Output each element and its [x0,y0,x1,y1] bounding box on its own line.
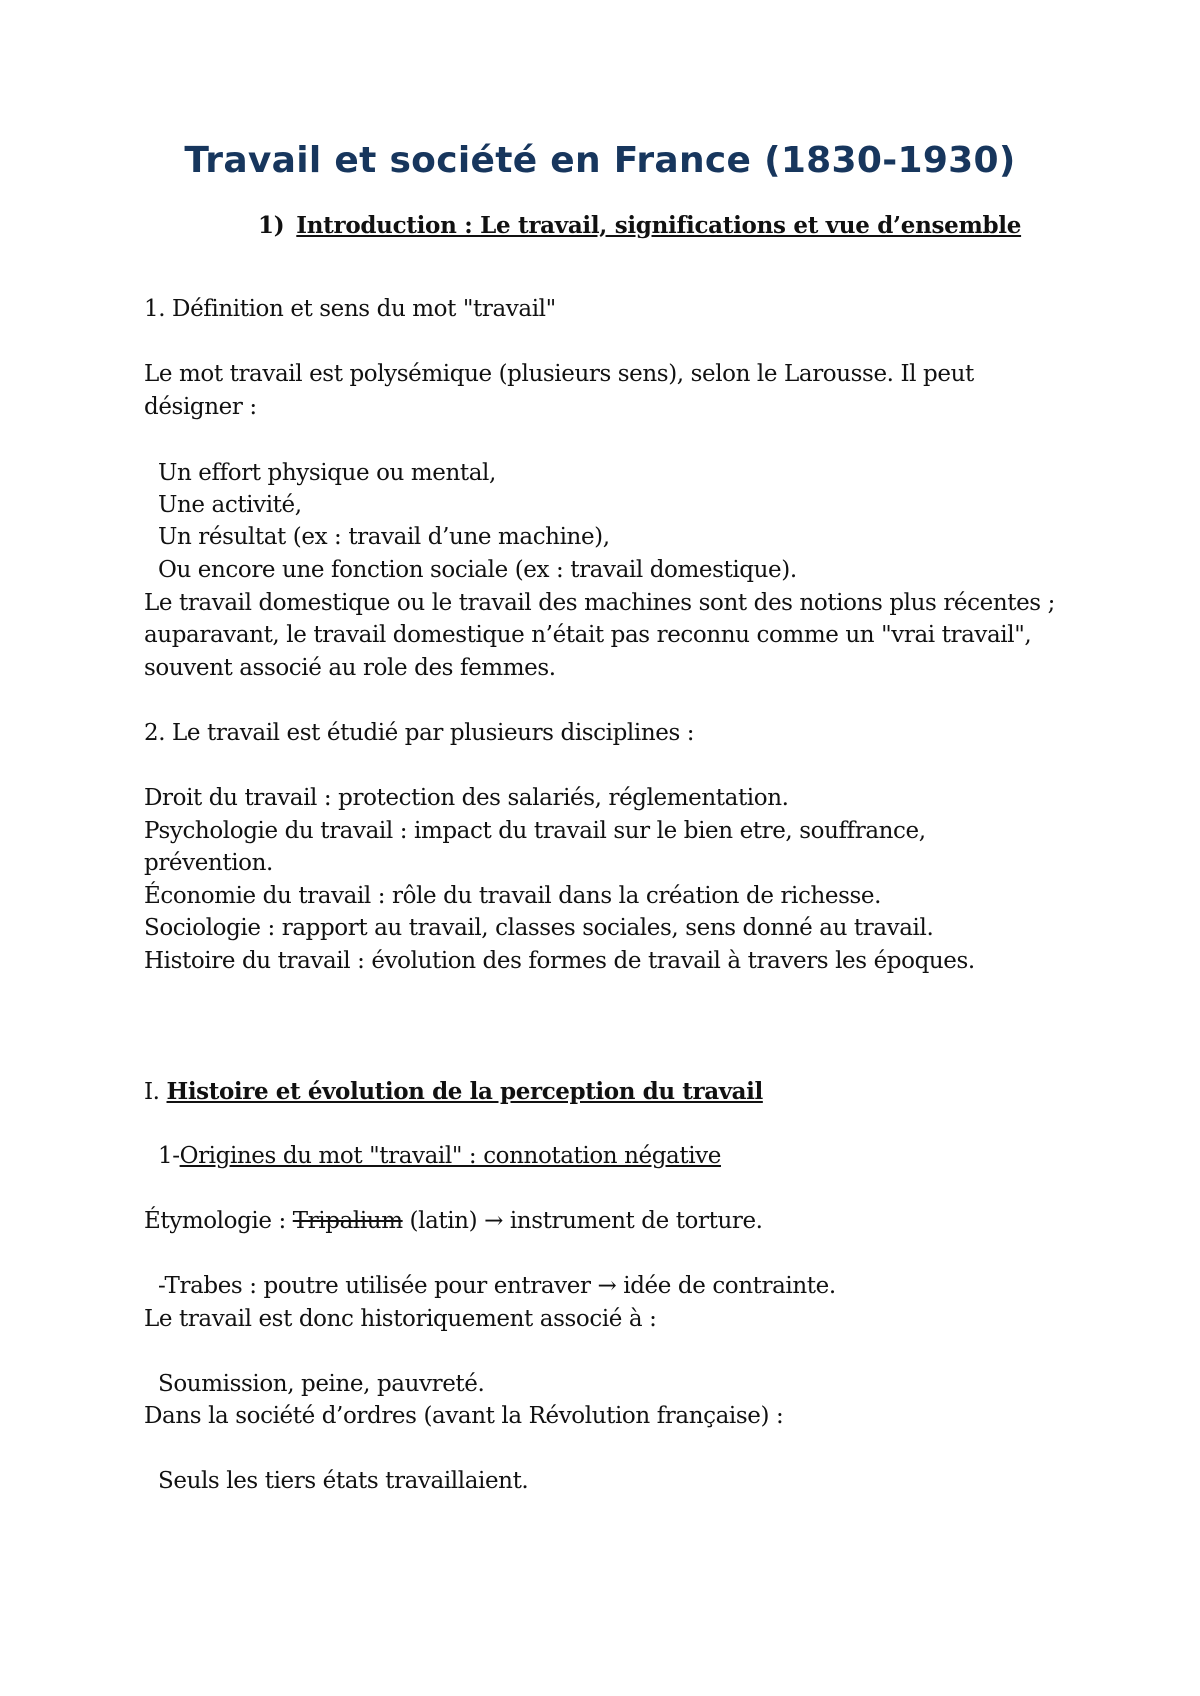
tiers-line: Seuls les tiers états travaillaient. [158,1468,529,1494]
association-line: Le travail est donc historiquement associé à : [144,1306,657,1332]
disciplines-heading: 2. Le travail est étudié par plusieurs disciplines : [144,720,695,746]
section-heading-prefix: I. [144,1079,167,1105]
definition-heading: 1. Définition et sens du mot "travail" [144,296,556,322]
definition-paragraph-line-2: désigner : [144,394,257,420]
etymology-struck-word: Tripalium [292,1208,403,1234]
intro-heading-number: 1) [258,212,285,239]
subsection-heading-text: Origines du mot "travail" : connotation négative [179,1143,721,1169]
trabes-line: -Trabes : poutre utilisée pour entraver → idée de contrainte. [158,1273,836,1299]
etymology-line [144,1208,763,1234]
meaning-item: Un effort physique ou mental, [158,460,496,486]
discipline-item: Économie du travail : rôle du travail dans la création de richesse. [144,883,882,909]
domestic-paragraph-line: auparavant, le travail domestique n’était pas reconnu comme un "vrai travail", [144,622,1032,648]
subsection-heading [158,1143,721,1169]
discipline-item: Droit du travail : protection des salariés, réglementation. [144,785,789,811]
meaning-item: Un résultat (ex : travail d’une machine), [158,524,610,550]
document-title: Travail et société en France (1830-1930) [184,140,1016,181]
intro-heading-text: Introduction : Le travail, significations et vue d’ensemble [296,212,1022,239]
domestic-paragraph-line: souvent associé au role des femmes. [144,655,556,681]
etymology-rest: (latin) → instrument de torture. [402,1208,763,1234]
meaning-item: Une activité, [158,492,302,518]
section-heading [144,1078,763,1105]
etymology-label: Étymologie : [144,1208,293,1234]
definition-paragraph-line-1: Le mot travail est polysémique (plusieurs sens), selon le Larousse. Il peut [144,361,974,387]
meaning-item: Ou encore une fonction sociale (ex : travail domestique). [158,557,797,583]
soumission-line: Soumission, peine, pauvreté. [158,1371,485,1397]
discipline-item: Psychologie du travail : impact du travail sur le bien etre, souffrance, [144,818,926,844]
domestic-paragraph-line: Le travail domestique ou le travail des machines sont des notions plus récentes ; [144,590,1055,616]
subsection-heading-prefix: 1- [158,1143,180,1169]
section-heading-text: Histoire et évolution de la perception du travail [166,1078,763,1105]
discipline-item: prévention. [144,850,273,876]
discipline-item: Histoire du travail : évolution des formes de travail à travers les époques. [144,948,975,974]
ordres-line: Dans la société d’ordres (avant la Révolution française) : [144,1403,784,1429]
intro-heading [258,212,1021,239]
discipline-item: Sociologie : rapport au travail, classes sociales, sens donné au travail. [144,915,934,941]
